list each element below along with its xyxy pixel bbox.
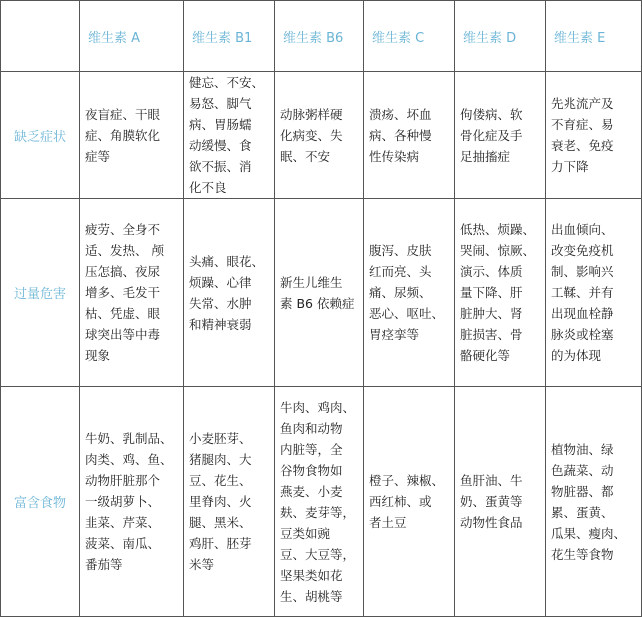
table-cell: 橙子、辣椒、 西红柿、或 者土豆 bbox=[364, 387, 455, 617]
table-cell: 健忘、不安、 易怒、脚气 病、胃肠蠕 动缓慢、食 欲不振、消 化不良 bbox=[184, 72, 275, 199]
row-label: 富含食物 bbox=[1, 387, 80, 617]
column-header: 维生素 E bbox=[546, 1, 642, 72]
table-cell: 出血倾向、 改变免疫机 制、影响兴 工鞣、并有 出现血栓静 脉炎或栓塞 的为体现 bbox=[546, 199, 642, 387]
table-cell: 新生儿维生 素 B6 依赖症 bbox=[275, 199, 364, 387]
table-row-deficiency bbox=[1, 72, 642, 199]
table-cell: 先兆流产及 不育症、易 衰老、免疫 力下降 bbox=[546, 72, 642, 199]
table-cell: 小麦胚芽、 猪腿肉、大 豆、花生、 里脊肉、火 腿、黑米、 鸡肝、胚芽 米等 bbox=[184, 387, 275, 617]
table-cell: 动脉粥样硬 化病变、失 眠、不安 bbox=[275, 72, 364, 199]
table-cell: 鱼肝油、牛 奶、蛋黄等 动物性食品 bbox=[455, 387, 546, 617]
column-header: 维生素 D bbox=[455, 1, 546, 72]
table-cell: 低热、烦躁、 哭闹、惊厥、 演示、体质 量下降、肝 脏肿大、肾 脏损害、骨 骼硬化等 bbox=[455, 199, 546, 387]
table-cell: 牛肉、鸡肉、 鱼肉和动物 内脏等，全 谷物食物如 燕麦、小麦 麸、麦芽等， 豆类如豌 豆、大豆等， 坚果类如花 生、胡桃等 bbox=[275, 387, 364, 617]
table-row-overdose bbox=[1, 199, 642, 387]
column-header: 维生素 B1 bbox=[184, 1, 275, 72]
table-cell: 夜盲症、干眼 症、角膜软化 症等 bbox=[80, 72, 184, 199]
table-cell: 牛奶、乳制品、 肉类、鸡、鱼、 动物肝脏那个 一级胡萝卜、 韭菜、芹菜、 菠菜、南瓜、 番茄等 bbox=[80, 387, 184, 617]
table-cell: 植物油、绿 色蔬菜、动 物脏器、都 累、蛋黄、 瓜果、瘦肉、 花生等食物 bbox=[546, 387, 642, 617]
table-cell: 头痛、眼花、 烦躁、心律 失常、水肿 和精神衰弱 bbox=[184, 199, 275, 387]
column-header: 维生素 B6 bbox=[275, 1, 364, 72]
corner-cell bbox=[1, 1, 80, 72]
row-label: 过量危害 bbox=[1, 199, 80, 387]
table-row-foods bbox=[1, 387, 642, 617]
column-header: 维生素 C bbox=[364, 1, 455, 72]
table-cell: 腹泻、皮肤 红而亮、头 痛、尿频、 恶心、呕吐、 胃痉挛等 bbox=[364, 199, 455, 387]
table-cell: 佝偻病、软 骨化症及手 足抽搐症 bbox=[455, 72, 546, 199]
row-label: 缺乏症状 bbox=[1, 72, 80, 199]
header-row bbox=[1, 1, 642, 72]
table-cell: 溃疡、坏血 病、各种慢 性传染病 bbox=[364, 72, 455, 199]
column-header: 维生素 A bbox=[80, 1, 184, 72]
table-cell: 疲劳、全身不 适、发热、 颅 压怎搞、夜尿 增多、毛发干 枯、凭虚、眼 球突出等中毒 现象 bbox=[80, 199, 184, 387]
